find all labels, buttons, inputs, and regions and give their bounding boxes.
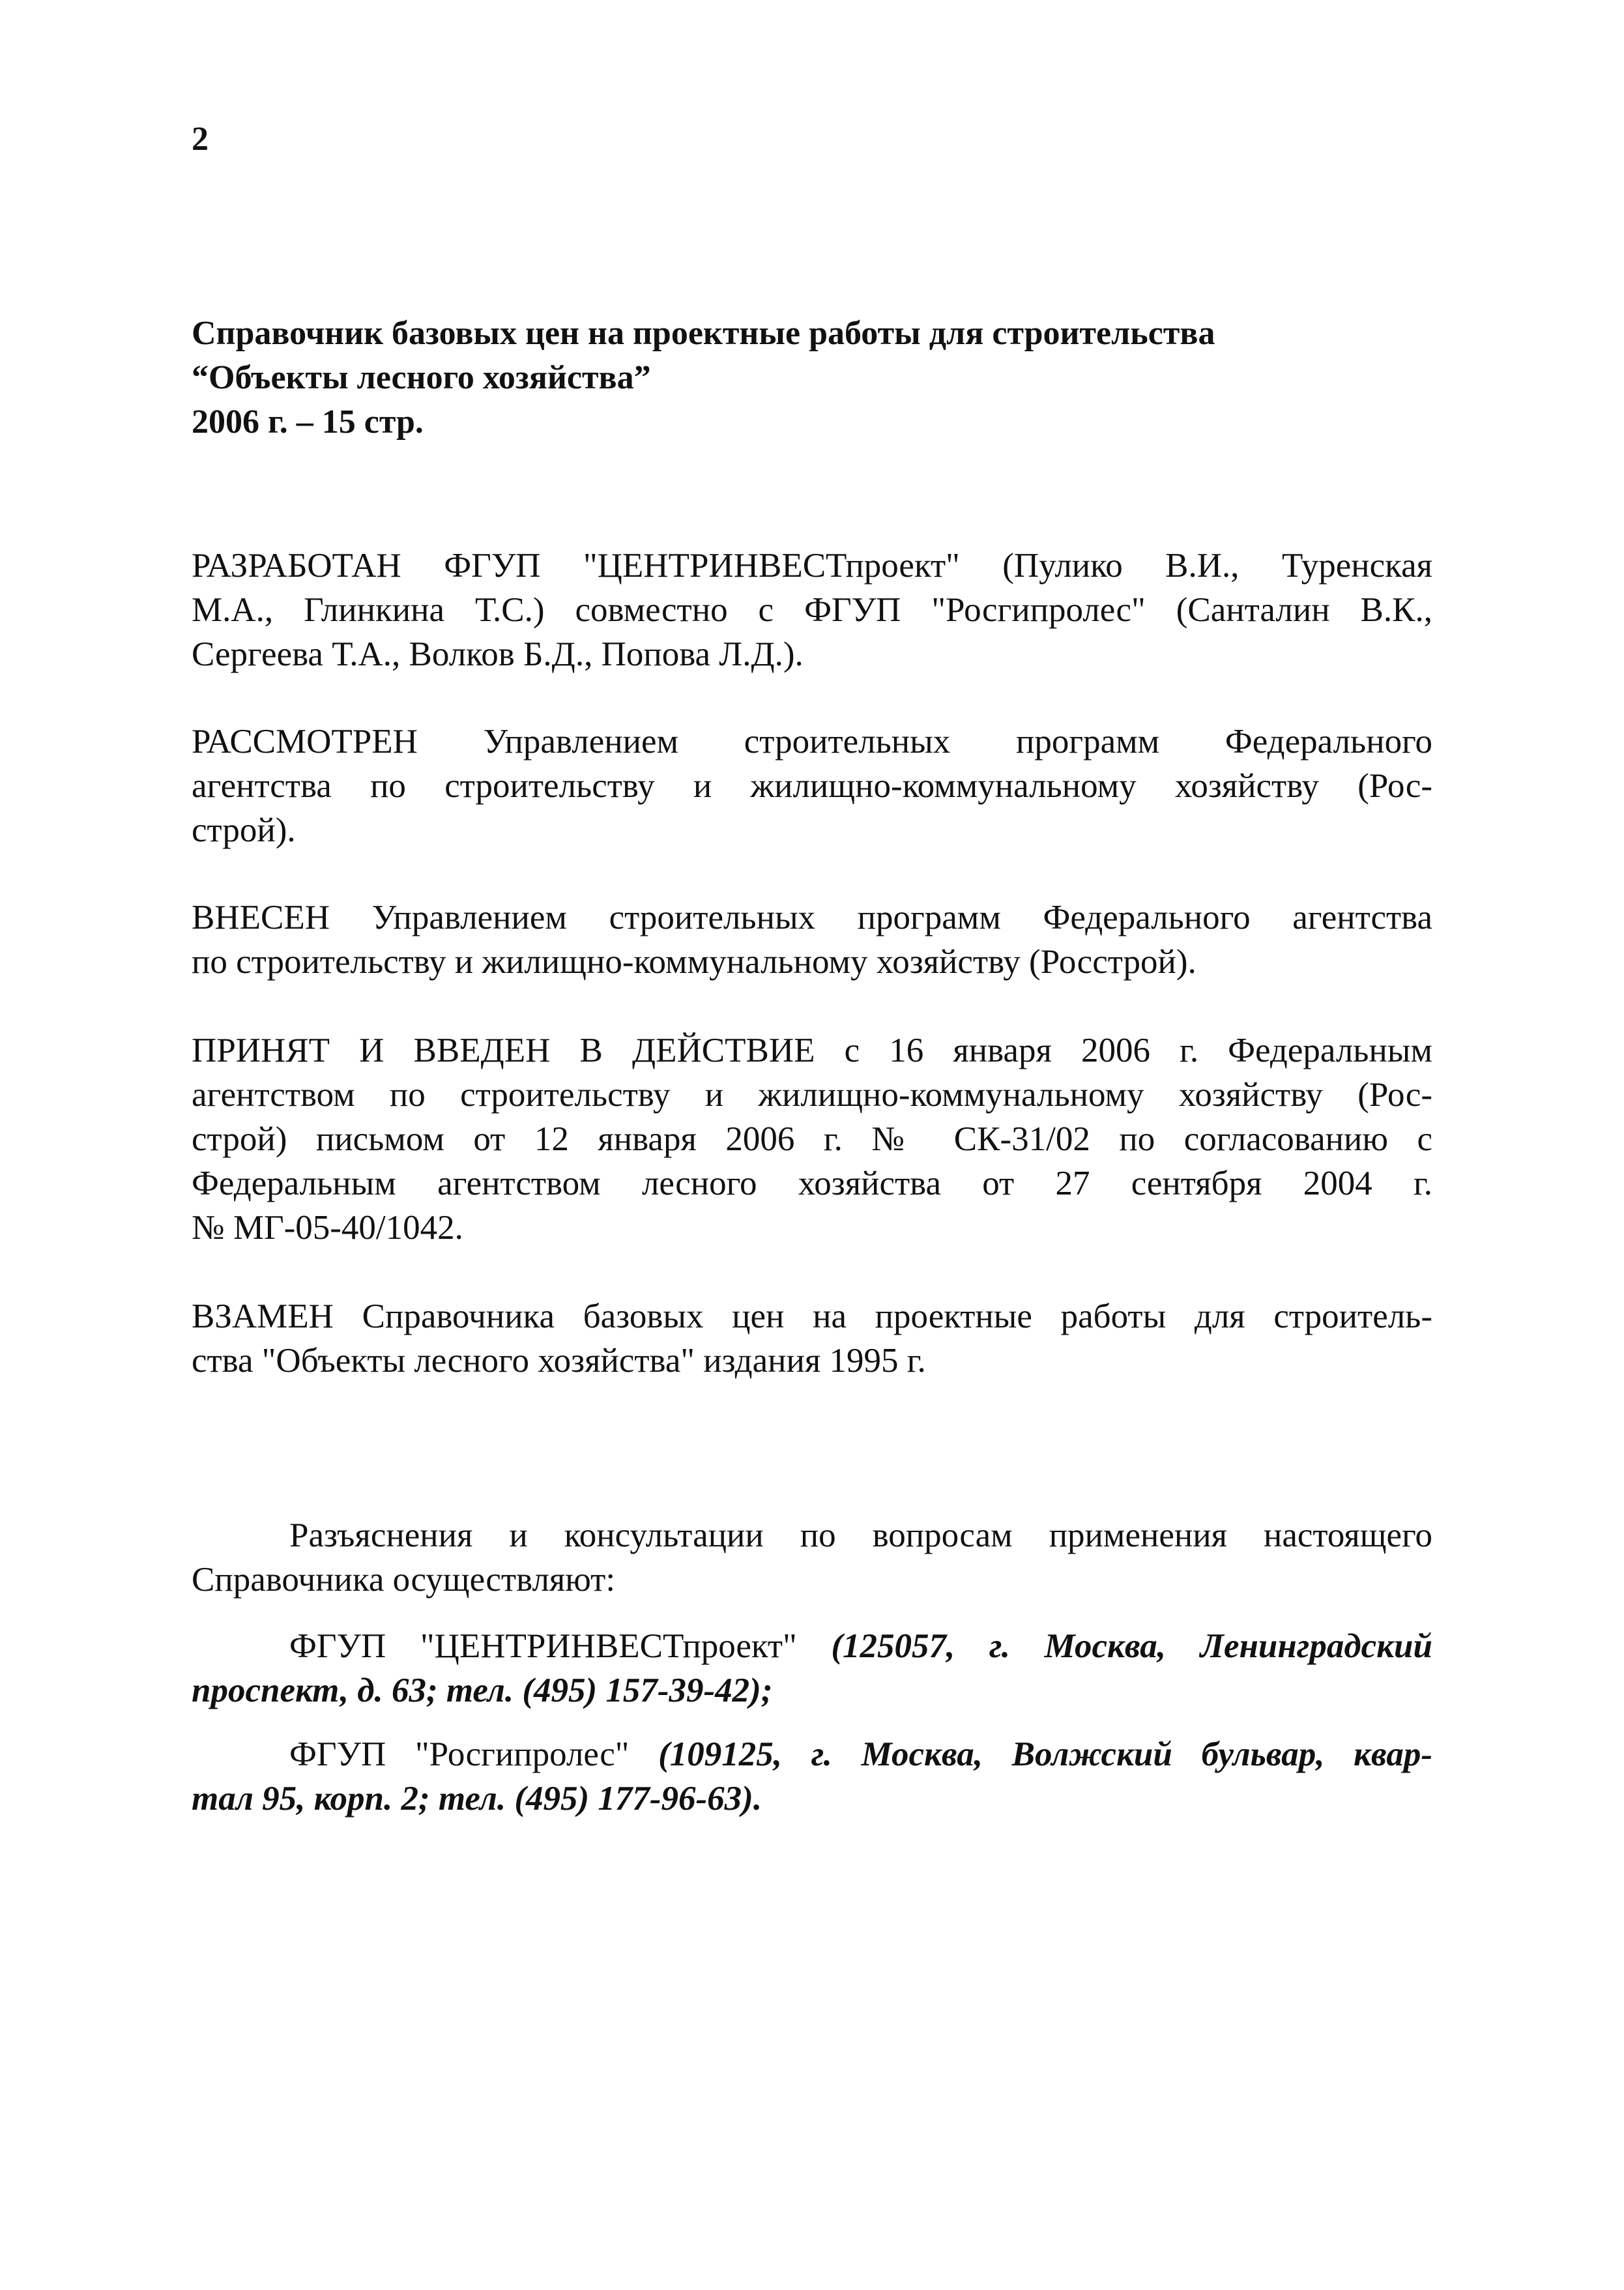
document-title [192,312,1430,444]
paragraph-line: № МГ-05-40/1042. [192,1209,463,1247]
consultations-paragraph [192,1513,1432,1602]
paragraph-line: агентства по строительству и жилищно-коммунальному хозяйству (Рос- [192,767,1432,805]
paragraph-line: Федеральным агентством лесного хозяйства от 27 сентября 2004 г. [192,1165,1432,1202]
paragraph-line: Сергеева Т.А., Волков Б.Д., Попова Л.Д.). [192,635,804,673]
replaces-paragraph [192,1294,1432,1383]
adopted-paragraph [192,1028,1432,1250]
developed-paragraph [192,544,1432,676]
title-line: Справочник базовых цен на проектные работы для строительства [192,315,1215,352]
org-address: проспект, д. 63; тел. (495) 157-39-42); [192,1672,773,1709]
paragraph-line: ВЗАМЕН Справочника базовых цен на проектные работы для строитель- [192,1297,1432,1335]
paragraph-line: по строительству и жилищно-коммунальному хозяйству (Росстрой). [192,943,1196,981]
paragraph-line: ства "Объекты лесного хозяйства" издания 1995 г. [192,1342,926,1380]
org-address: (109125, г. Москва, Волжский бульвар, квар- [658,1735,1433,1773]
paragraph-line: агентством по строительству и жилищно-коммунальному хозяйству (Рос- [192,1076,1432,1114]
paragraph-line: М.А., Глинкина Т.С.) совместно с ФГУП "Росгипролес" (Санталин В.К., [192,591,1432,629]
org-name: ФГУП "Росгипролес" [289,1735,630,1773]
org-name: ФГУП "ЦЕНТРИНВЕСТпроект" [289,1627,797,1665]
org-rosgiproles [192,1732,1432,1821]
paragraph-line: Справочника осуществляют: [192,1561,616,1599]
paragraph-line: строй) письмом от 12 января 2006 г. № СК-31/02 по согласованию с [192,1120,1432,1158]
title-line: 2006 г. – 15 стр. [192,403,424,441]
org-address: тал 95, корп. 2; тел. (495) 177-96-63). [192,1780,762,1818]
page-number: 2 [192,121,209,158]
org-centrinvestproekt [192,1624,1432,1713]
paragraph-line: ПРИНЯТ И ВВЕДЕН В ДЕЙСТВИЕ с 16 января 2006 г. Федеральным [192,1032,1432,1069]
title-line: “Объекты лесного хозяйства” [192,359,651,396]
introduced-paragraph [192,895,1432,984]
paragraph-line [192,1732,1432,1776]
paragraph-line: строй). [192,811,296,849]
paragraph-line: Разъяснения и консультации по вопросам применения настоящего [289,1516,1432,1554]
reviewed-paragraph [192,719,1432,852]
paragraph-line: РАЗРАБОТАН ФГУП "ЦЕНТРИНВЕСТпроект" (Пулико В.И., Туренская [192,547,1432,585]
paragraph-line: РАССМОТРЕН Управлением строительных программ Федерального [192,723,1432,761]
org-address: (125057, г. Москва, Ленинградский [831,1627,1433,1665]
paragraph-line [192,1624,1432,1668]
paragraph-line: ВНЕСЕН Управлением строительных программ Федерального агентства [192,899,1432,936]
